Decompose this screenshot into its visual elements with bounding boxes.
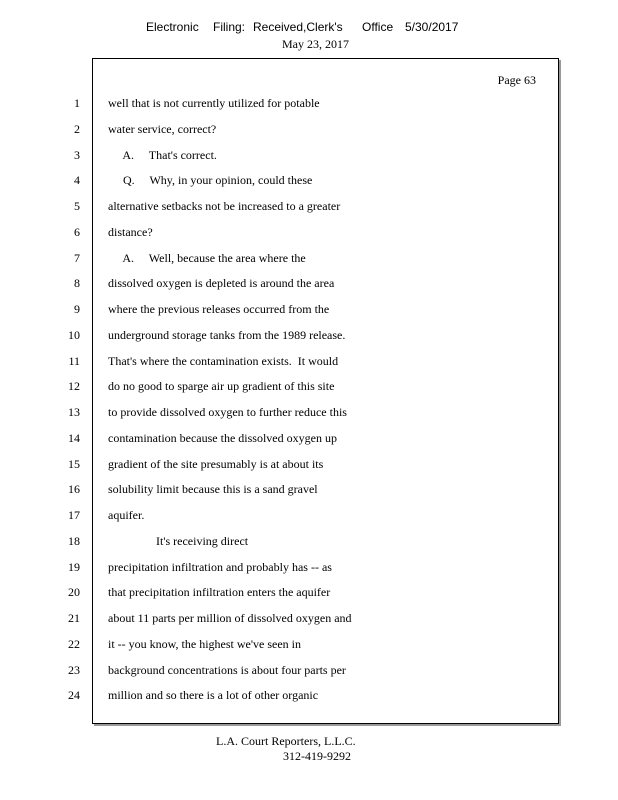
transcript-line: to provide dissolved oxygen to further reduce this — [108, 405, 347, 419]
filing-stamp-part: Electronic — [146, 20, 199, 34]
court-reporter-phone: 312-419-9292 — [283, 749, 351, 763]
line-number: 3 — [74, 148, 80, 162]
court-reporter-name: L.A. Court Reporters, L.L.C. — [216, 734, 356, 748]
transcript-line: distance? — [108, 225, 153, 239]
page-number: Page 63 — [497, 73, 536, 87]
line-number: 8 — [74, 276, 80, 290]
line-number: 22 — [68, 637, 80, 651]
transcript-line: it -- you know, the highest we've seen in — [108, 637, 302, 651]
line-number: 16 — [68, 482, 80, 496]
transcript-line: underground storage tanks from the 1989 release. — [108, 328, 346, 342]
line-number: 12 — [68, 379, 80, 393]
filing-stamp-part: Office — [362, 20, 394, 34]
transcript-line: well that is not currently utilized for potable — [108, 96, 320, 110]
transcript-line: where the previous releases occurred from the — [108, 302, 330, 316]
line-number: 6 — [74, 225, 80, 239]
line-number: 17 — [68, 508, 80, 522]
filing-stamp-part: Filing: — [213, 20, 246, 34]
transcript-line: Q. Why, in your opinion, could these — [108, 173, 313, 187]
transcript-line: That's where the contamination exists. It would — [108, 354, 339, 368]
line-number: 18 — [68, 534, 80, 548]
filing-stamp — [0, 20, 618, 36]
line-number: 10 — [68, 328, 80, 342]
line-number: 4 — [74, 173, 80, 187]
transcript-line: contamination because the dissolved oxygen up — [108, 431, 337, 445]
transcript-line: precipitation infiltration and probably has -- as — [108, 560, 332, 574]
deposition-date: May 23, 2017 — [282, 37, 349, 51]
transcript-line: about 11 parts per million of dissolved oxygen and — [108, 611, 352, 625]
transcript-line: gradient of the site presumably is at about its — [108, 457, 324, 471]
line-number: 15 — [68, 457, 80, 471]
filing-stamp-part: Received,Clerk's — [253, 20, 343, 34]
line-number: 7 — [74, 251, 80, 265]
line-number: 14 — [68, 431, 80, 445]
line-number: 9 — [74, 302, 80, 316]
transcript-line: background concentrations is about four parts per — [108, 663, 346, 677]
transcript-line: dissolved oxygen is depleted is around the area — [108, 276, 335, 290]
line-number: 20 — [68, 585, 80, 599]
line-number: 2 — [74, 122, 80, 136]
line-number: 24 — [68, 688, 80, 702]
transcript-line: aquifer. — [108, 508, 145, 522]
line-number: 1 — [74, 96, 80, 110]
transcript-line: alternative setbacks not be increased to a greater — [108, 199, 341, 213]
transcript-line: A. That's correct. — [108, 148, 217, 162]
transcript-line: that precipitation infiltration enters the aquifer — [108, 585, 331, 599]
line-number: 19 — [68, 560, 80, 574]
transcript-line: do no good to sparge air up gradient of this site — [108, 379, 335, 393]
transcript-line: water service, correct? — [108, 122, 217, 136]
line-number: 11 — [68, 354, 80, 368]
transcript-line: solubility limit because this is a sand gravel — [108, 482, 318, 496]
transcript-line: It's receiving direct — [108, 534, 249, 548]
line-number: 23 — [68, 663, 80, 677]
line-number: 13 — [68, 405, 80, 419]
transcript-line: A. Well, because the area where the — [108, 251, 306, 265]
line-number: 5 — [74, 199, 80, 213]
filing-stamp-part: 5/30/2017 — [405, 20, 459, 34]
transcript-line: million and so there is a lot of other organic — [108, 688, 319, 702]
line-number: 21 — [68, 611, 80, 625]
